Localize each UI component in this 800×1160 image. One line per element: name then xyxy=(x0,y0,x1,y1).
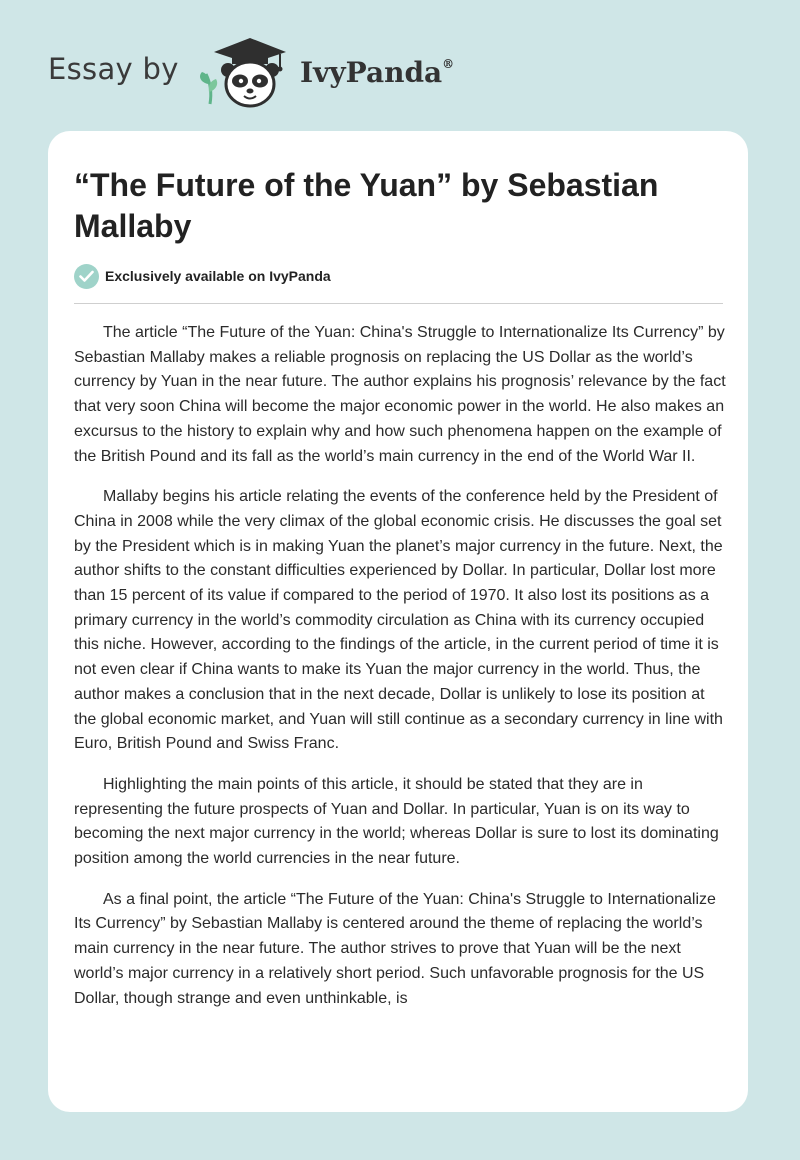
brand-name[interactable] xyxy=(300,56,454,89)
brand-prefix: Essay by xyxy=(48,52,179,86)
exclusive-badge xyxy=(74,263,331,289)
essay-body xyxy=(74,321,726,1027)
brand-name-text: IvyPanda xyxy=(300,56,443,89)
paragraph-3: Highlighting the main points of this article, it should be stated that they are in representing the future prospects of Yuan and Dollar. In particular, Yuan is on its way to becoming the next major currency in the world; whereas Dollar is sure to lost its dominating position among the world currencies in the near future. xyxy=(74,775,719,868)
check-icon xyxy=(74,264,99,289)
exclusive-badge-text: Exclusively available on IvyPanda xyxy=(105,268,331,284)
essay-title: “The Future of the Yuan” by Sebastian Mallaby xyxy=(74,167,659,244)
paragraph-4: As a final point, the article “The Future of the Yuan: China's Struggle to Internationalize Its Currency” by Sebastian Mallaby is centered around the theme of replacing the world’s main currency in the near future. The author strives to prove that Yuan will be the next world’s major currency in a relatively short period. Such unfavorable prognosis for the US Dollar, though strange and even unthinkable, is xyxy=(74,890,716,1007)
title-divider xyxy=(74,303,723,304)
paragraph-2: Mallaby begins his article relating the events of the conference held by the President of China in 2008 while the very climax of the global economic crisis. He discusses the goal set by the President which is in making Yuan the planet’s major currency in the future. Next, the author shifts to the constant difficulties experienced by Dollar. In particular, Dollar lost more than 15 percent of its value if compared to the period of 1970. It also lost its positions as a primary currency in the world’s commodity circulation as China with its currency occupied this niche. However, according to the findings of the article, in the current period of time it is not even clear if China wants to make its Yuan the major currency in the world. Thus, the author makes a conclusion that in the next decade, Dollar is unlikely to lose its position at the global economic market, and Yuan will still continue as a secondary currency in line with Euro, British Pound and Swiss Franc. xyxy=(74,488,723,753)
site-header xyxy=(0,0,800,130)
essay-card xyxy=(48,131,748,1112)
registered-mark: ® xyxy=(442,56,455,71)
paragraph-1: The article “The Future of the Yuan: China's Struggle to Internationalize Its Currency” by Sebastian Mallaby makes a reliable prognosis on replacing the US Dollar as the world’s currency by Yuan in the near future. The author explains his prognosis’ relevance by the fact that very soon China will become the major economic power in the world. He also makes an excursus to the history to explain why and how such phenomena happen on the example of the British Pound and its fall as the world’s main currency in the end of the World War II. xyxy=(74,324,726,465)
panda-logo-icon[interactable] xyxy=(200,34,292,110)
